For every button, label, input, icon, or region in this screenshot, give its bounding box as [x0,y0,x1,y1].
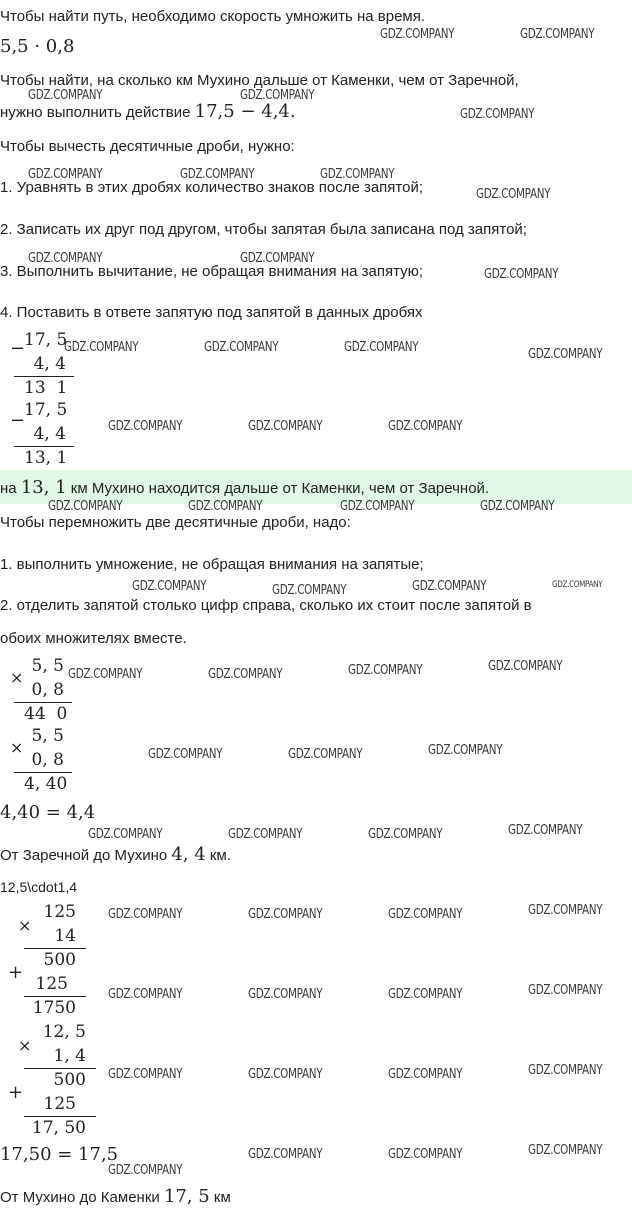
watermark: GDZ.COMPANY [412,579,487,594]
product: 17, 50 [31,1118,86,1138]
watermark: GDZ.COMPANY [320,167,395,182]
watermark: GDZ.COMPANY [348,663,423,678]
kamenka-line [0,1188,231,1207]
product: 1750 [32,998,76,1018]
sub-step1: 1. Уравнять в этих дробях количество знаков после запятой; [0,179,424,196]
watermark: GDZ.COMPANY [248,1147,323,1162]
partial-2: 125 [35,974,68,994]
sub-rule-title: Чтобы вычесть десятичные дроби, нужно: [0,138,295,155]
watermark: GDZ.COMPANY [272,583,347,598]
kamenka-math: 17, 5 [163,1186,210,1207]
minuend: 17, 5 [24,330,68,350]
watermark: GDZ.COMPANY [108,419,183,434]
watermark: GDZ.COMPANY [488,659,563,674]
zarechnoy-line [0,846,231,865]
watermark: GDZ.COMPANY [388,987,463,1002]
sub-step4: 4. Поставить в ответе запятую под запятой в данных дробях [0,304,423,321]
watermark: GDZ.COMPANY [240,88,315,103]
watermark: GDZ.COMPANY [132,579,207,594]
times-sign: × [10,668,24,687]
partial-1: 500 [53,1070,86,1090]
watermark: GDZ.COMPANY [288,747,363,762]
difference: 13 1 [24,378,68,398]
how-far-line2-math: 17,5 − 4,4. [194,101,296,122]
watermark: GDZ.COMPANY [428,743,503,758]
watermark: GDZ.COMPANY [480,499,555,514]
watermark: GDZ.COMPANY [388,1147,463,1162]
times-sign: × [18,916,32,935]
watermark: GDZ.COMPANY [368,827,443,842]
watermark: GDZ.COMPANY [48,499,123,514]
how-far-line2 [0,103,296,122]
sub-step3: 3. Выполнить вычитание, не обращая внимания на запятую; [0,263,424,280]
plus-sign: + [8,962,24,983]
factor-a: 5, 5 [31,656,64,676]
watermark: GDZ.COMPANY [248,987,323,1002]
watermark: GDZ.COMPANY [520,27,595,42]
watermark: GDZ.COMPANY [248,907,323,922]
mul-step2-line2: обоих множителях вместе. [0,630,187,647]
column-rule [24,1116,96,1117]
difference: 13, 1 [24,448,68,468]
watermark: GDZ.COMPANY [108,987,183,1002]
expr-speed: 5,5 · 0,8 [0,36,75,57]
watermark: GDZ.COMPANY [528,903,603,918]
speed-rule: Чтобы найти путь, необходимо скорость умножить на время. [0,8,426,25]
watermark: GDZ.COMPANY [108,907,183,922]
sub-step2: 2. Записать их друг под другом, чтобы запятая была записана под запятой; [0,221,527,238]
watermark: GDZ.COMPANY [108,1163,183,1178]
zarechnoy-post: км. [209,847,231,864]
factor-b: 14 [54,926,76,946]
watermark: GDZ.COMPANY [388,419,463,434]
watermark: GDZ.COMPANY [552,580,603,590]
column-rule [24,1068,96,1069]
watermark: GDZ.COMPANY [68,667,143,682]
watermark: GDZ.COMPANY [228,827,303,842]
minus-sign: − [10,338,26,359]
mul-step2-line1: 2. отделить запятой столько цифр справа, сколько их стоит после запятой в [0,597,532,614]
factor-b: 0, 8 [31,750,64,770]
column-rule [14,376,74,377]
column-rule [14,446,74,447]
watermark: GDZ.COMPANY [248,1067,323,1082]
watermark: GDZ.COMPANY [344,340,419,355]
zarechnoy-pre: От Заречной до Мухино [0,847,168,864]
eq-440: 4,40 = 4,4 [0,802,96,823]
result-math: 13, 1 [20,477,67,498]
kamenka-post: км [213,1189,231,1206]
plus-sign: + [8,1082,24,1103]
how-far-line2-text: нужно выполнить действие [0,104,191,121]
watermark: GDZ.COMPANY [528,1143,603,1158]
watermark: GDZ.COMPANY [248,419,323,434]
watermark: GDZ.COMPANY [528,983,603,998]
kamenka-pre: От Мухино до Каменки [0,1189,160,1206]
factor-b: 0, 8 [31,680,64,700]
watermark: GDZ.COMPANY [188,499,263,514]
watermark: GDZ.COMPANY [204,340,279,355]
subtrahend: 4, 4 [33,354,66,374]
watermark: GDZ.COMPANY [28,251,103,266]
column-rule [14,702,72,703]
watermark: GDZ.COMPANY [484,267,559,282]
factor-a: 125 [43,902,76,922]
times-sign: × [18,1036,32,1055]
watermark: GDZ.COMPANY [528,1063,603,1078]
watermark: GDZ.COMPANY [88,827,163,842]
factor-a: 12, 5 [42,1022,86,1042]
watermark: GDZ.COMPANY [180,167,255,182]
mul-rule-title: Чтобы перемножить две десятичные дроби, надо: [0,514,351,531]
watermark: GDZ.COMPANY [476,187,551,202]
column-rule [24,948,86,949]
watermark: GDZ.COMPANY [380,27,455,42]
watermark: GDZ.COMPANY [388,1067,463,1082]
result-pre: на [0,480,17,497]
watermark: GDZ.COMPANY [64,340,139,355]
subtrahend: 4, 4 [33,424,66,444]
watermark: GDZ.COMPANY [340,499,415,514]
watermark: GDZ.COMPANY [28,167,103,182]
minus-sign: − [10,410,26,431]
raw-latex-line: 12,5\cdot1,4 [0,879,78,895]
minuend: 17, 5 [24,400,68,420]
watermark: GDZ.COMPANY [460,107,535,122]
eq-1750: 17,50 = 17,5 [0,1144,119,1165]
partial-1: 500 [43,950,76,970]
watermark: GDZ.COMPANY [108,1067,183,1082]
watermark: GDZ.COMPANY [240,251,315,266]
watermark: GDZ.COMPANY [148,747,223,762]
factor-a: 5, 5 [31,726,64,746]
product: 4, 40 [24,774,68,794]
column-rule [14,772,72,773]
zarechnoy-math: 4, 4 [171,844,206,865]
result-post: км Мухино находится дальше от Каменки, чем от Заречной. [70,480,490,497]
product: 44 0 [24,704,68,724]
result-line [0,479,489,498]
watermark: GDZ.COMPANY [208,667,283,682]
how-far-line1: Чтобы найти, на сколько км Мухино дальше от Каменки, чем от Заречной, [0,72,519,89]
watermark: GDZ.COMPANY [528,347,603,362]
column-rule [24,996,86,997]
factor-b: 1, 4 [53,1046,86,1066]
watermark: GDZ.COMPANY [508,823,583,838]
times-sign: × [10,738,24,757]
mul-step1: 1. выполнить умножение, не обращая внимания на запятые; [0,556,424,573]
watermark: GDZ.COMPANY [388,907,463,922]
watermark: GDZ.COMPANY [28,88,103,103]
partial-2: 125 [43,1094,76,1114]
